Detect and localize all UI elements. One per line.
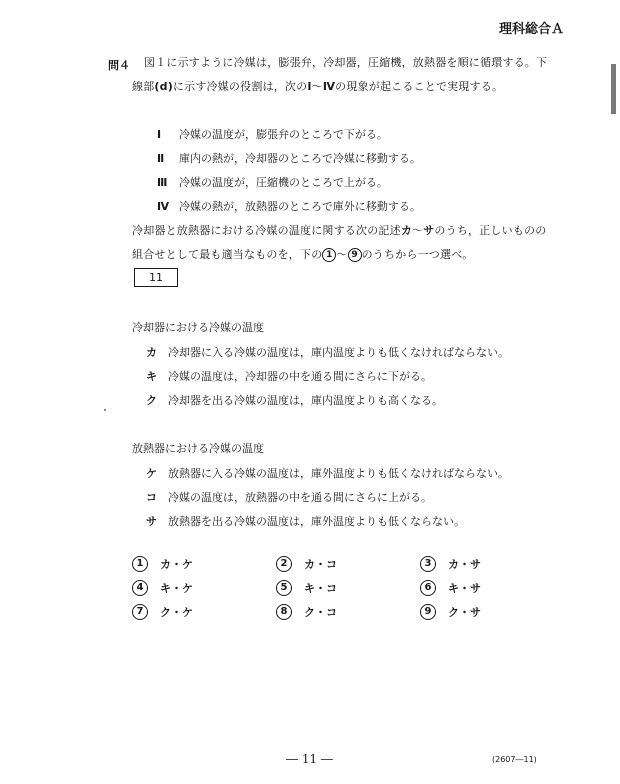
- phenomenon-text: 冷媒の温度が，膨張弁のところで下がる。: [179, 128, 388, 141]
- range-start: Ⅰ: [307, 80, 312, 93]
- choice-value: キ・コ: [304, 582, 337, 595]
- choice-8[interactable]: [276, 604, 337, 620]
- choice-number: 4: [132, 580, 148, 596]
- phenomenon-text: 庫内の熱が，冷却器のところで冷媒に移動する。: [179, 152, 421, 165]
- phenomenon-item: [157, 147, 421, 171]
- phenomenon-number: Ⅰ: [157, 128, 162, 141]
- choice-value: カ・コ: [304, 558, 337, 571]
- option-text: 放熱器を出る冷媒の温度は，庫外温度よりも低くならない。: [168, 515, 465, 528]
- page-number: ― 11 ―: [286, 752, 333, 766]
- question-stem: [132, 51, 552, 99]
- underline-ref-d: (d): [154, 80, 173, 93]
- option-text: 放熱器に入る冷媒の温度は，庫外温度よりも低くなければならない。: [168, 467, 509, 480]
- option-item: [146, 368, 432, 384]
- stem-part-1: 図１に示すように冷媒は，膨張弁，冷却器，圧縮機，放熱器を順に循環する。下線部: [132, 56, 548, 93]
- choice-value: ク・サ: [448, 606, 481, 619]
- phenomenon-number: Ⅲ: [157, 176, 168, 189]
- phenomenon-number: Ⅱ: [157, 152, 165, 165]
- choice-number: 2: [276, 556, 292, 572]
- choice-1[interactable]: [132, 556, 193, 572]
- choice-ref-last: 9: [348, 248, 362, 262]
- question-number: 問４: [108, 59, 130, 72]
- choice-5[interactable]: [276, 580, 337, 596]
- option-item: [146, 344, 509, 360]
- choice-3[interactable]: [420, 556, 481, 572]
- choice-value: ク・コ: [304, 606, 337, 619]
- choice-ref-tilde: ～: [336, 248, 348, 261]
- instruction-part-3: のうちから一つ選べ。: [361, 248, 474, 261]
- choice-value: ク・ケ: [160, 606, 193, 619]
- choice-number: 9: [420, 604, 436, 620]
- choice-6[interactable]: [420, 580, 481, 596]
- phenomenon-item: [157, 171, 421, 195]
- option-range-end: サ: [423, 224, 435, 237]
- stray-mark: [104, 409, 106, 411]
- option-text: 冷却器を出る冷媒の温度は，庫内温度よりも高くなる。: [168, 394, 443, 407]
- answer-box[interactable]: 11: [134, 268, 178, 287]
- option-item: [146, 513, 465, 529]
- exam-code: (2607―11): [492, 755, 537, 764]
- option-text: 冷媒の温度は，放熱器の中を通る間にさらに上がる。: [168, 491, 432, 504]
- choice-number: 3: [420, 556, 436, 572]
- choice-number: 1: [132, 556, 148, 572]
- choice-2[interactable]: [276, 556, 337, 572]
- phenomenon-number: Ⅳ: [157, 200, 170, 213]
- option-range-start: カ: [400, 224, 413, 237]
- choice-number: 6: [420, 580, 436, 596]
- choice-value: カ・ケ: [160, 558, 193, 571]
- phenomenon-item: [157, 195, 421, 219]
- choice-number: 7: [132, 604, 148, 620]
- stem-part-3: の現象が起こることで実現する。: [335, 80, 504, 93]
- range-tilde: ～: [311, 80, 323, 93]
- subject-title: 理科総合Ａ: [498, 22, 564, 37]
- choice-7[interactable]: [132, 604, 193, 620]
- choice-value: カ・サ: [448, 558, 481, 571]
- choice-value: キ・サ: [448, 582, 481, 595]
- option-text: 冷却器に入る冷媒の温度は，庫内温度よりも低くなければならない。: [168, 346, 509, 359]
- option-item: [146, 465, 509, 481]
- phenomenon-text: 冷媒の温度が，圧縮機のところで上がる。: [179, 176, 388, 189]
- option-label: サ: [146, 515, 157, 528]
- option-label: ケ: [146, 467, 157, 480]
- choice-number: 8: [276, 604, 292, 620]
- section-title-radiator: 放熱器における冷媒の温度: [132, 442, 264, 455]
- option-text: 冷媒の温度は，冷却器の中を通る間にさらに下がる。: [168, 370, 432, 383]
- phenomenon-text: 冷媒の熱が，放熱器のところで庫外に移動する。: [179, 200, 421, 213]
- question-instruction: [132, 219, 552, 267]
- option-label: キ: [146, 370, 157, 383]
- choice-ref-first: 1: [322, 248, 336, 262]
- option-label: ク: [146, 394, 157, 407]
- page-edge-mark: [611, 64, 616, 114]
- range-end: Ⅳ: [322, 80, 336, 93]
- stem-part-2: に示す冷媒の役割は，次の: [172, 80, 308, 93]
- option-item: [146, 489, 432, 505]
- phenomena-list: [157, 123, 421, 219]
- option-item: [146, 392, 443, 408]
- instruction-part-1: 冷却器と放熱器における冷媒の温度に関する次の記述: [132, 224, 401, 237]
- instruction-part-2: のうち，正しいものの組合せとして最も適当なものを，下の: [132, 224, 547, 261]
- option-range-tilde: ～: [412, 224, 424, 237]
- choice-4[interactable]: [132, 580, 193, 596]
- choice-value: キ・ケ: [160, 582, 193, 595]
- section-title-cooler: 冷却器における冷媒の温度: [132, 321, 264, 334]
- choice-9[interactable]: [420, 604, 481, 620]
- choice-number: 5: [276, 580, 292, 596]
- option-label: コ: [146, 491, 157, 504]
- option-label: カ: [146, 346, 157, 359]
- phenomenon-item: [157, 123, 421, 147]
